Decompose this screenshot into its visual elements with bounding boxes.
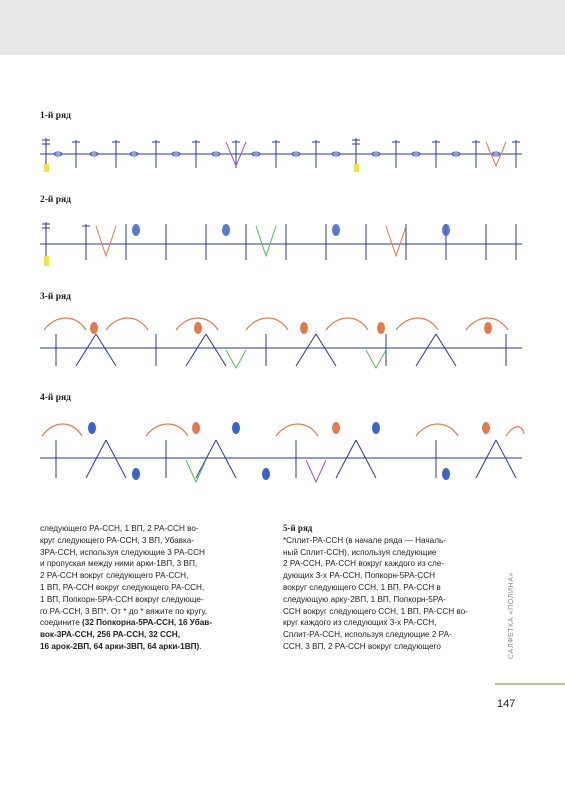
right-line-9: Сплит-РА-ССН, используя следующие 2 РА-: [283, 630, 452, 640]
side-tab: [500, 555, 522, 675]
row-3-label: 3-й ряд: [40, 292, 71, 302]
right-line-8: круг каждого из следующих 3-х РА-ССН,: [283, 618, 437, 628]
right-line-3: 2 РА-ССН, РА-ССН вокруг каждого из сле-: [283, 559, 445, 569]
left-line-6: 1 ВП, РА-ССН вокруг следующего РА-ССН,: [40, 582, 205, 592]
row-1-diagram: [36, 130, 526, 178]
left-line-3: 3РА-ССН, используя следующие 3 РА-ССН: [40, 547, 205, 557]
left-line-8: го РА-ССН, 3 ВП*. От * до * вяжите по кругу,: [40, 606, 208, 616]
left-line-9-plain: соедините: [40, 618, 83, 628]
left-line-9-bold: (32 Попкорна-5РА-ССН, 16 Убав-: [82, 618, 213, 628]
row-1-label: 1-й ряд: [40, 111, 71, 121]
left-line-11-bold: 16 арок-2ВП, 64 арки-3ВП, 64 арки-1ВП): [40, 641, 200, 651]
left-line-11: [40, 641, 270, 653]
row-4-label: 4-й ряд: [40, 393, 71, 403]
page-number: 147: [497, 698, 516, 710]
right-line-6: следующую арку-2ВП, 1 ВП, Попкорн-5РА-: [283, 594, 446, 604]
row-5-heading: 5-й ряд: [283, 523, 313, 533]
right-line-4: дующих 3-х РА-ССН, Попкорн-5РА-ССН: [283, 571, 436, 581]
row-3-diagram: [36, 310, 526, 376]
right-line-1: *Сплит-РА-ССН (в начале ряда — Началь-: [283, 535, 446, 545]
footer-rule: [495, 683, 565, 685]
right-line-2: ный Сплит-ССН), используя следующие: [283, 547, 437, 557]
row-2-label: 2-й ряд: [40, 195, 71, 205]
side-tab-label: САЛФЕТКА «ПОЛИНА»: [507, 571, 515, 659]
right-line-5: вокруг следующего ССН, 1 ВП, РА-ССН в: [283, 582, 441, 592]
left-line-4: и пропуская между ними арки-1ВП, 3 ВП,: [40, 559, 198, 569]
left-line-5: 2 РА-ССН вокруг следующего РА-ССН,: [40, 571, 189, 581]
left-line-10: вок-3РА-ССН, 256 РА-ССН, 32 ССН,: [40, 630, 180, 640]
left-line-1: следующего РА-ССН, 1 ВП, 2 РА-ССН во-: [40, 524, 199, 533]
row-2-diagram: [36, 212, 526, 272]
top-margin-band: [0, 0, 565, 55]
left-text-column: [40, 523, 270, 653]
left-line-7: 1 ВП, Попкорн-5РА-ССН вокруг следующе-: [40, 594, 204, 604]
left-line-2: круг следующего РА-ССН, 3 ВП, Убавка-: [40, 535, 195, 545]
row-4-diagram: [36, 412, 526, 490]
left-line-11-end: .: [199, 641, 202, 651]
left-line-9: [40, 617, 270, 629]
right-text-column: [283, 523, 498, 653]
right-line-7: ССН вокруг следующего ССН, 1 ВП, РА-ССН во-: [283, 606, 468, 616]
right-line-10: ССН, 3 ВП, 2 РА-ССН вокруг следующего: [283, 641, 441, 651]
